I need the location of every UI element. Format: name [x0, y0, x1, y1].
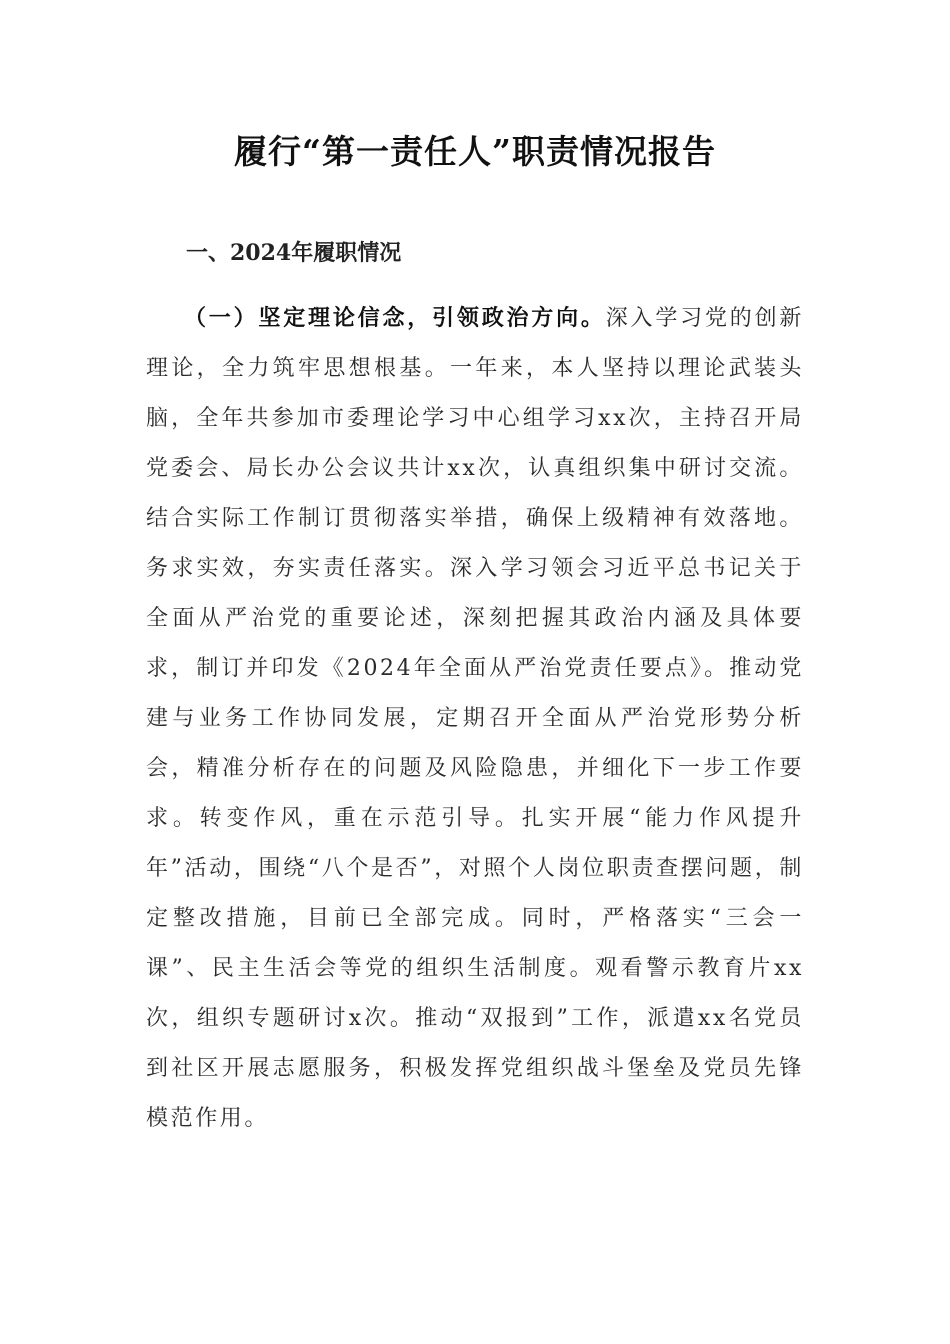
paragraph-body: 深入学习党的创新理论，全力筑牢思想根基。一年来，本人坚持以理论武装头脑，全年共参加市委理论学习中心组学习xx次，主持召开局党委会、局长办公会议共计xx次，认真组织集中研讨交流。结合实际工作制订贯彻落实举措，确保上级精神有效落地。务求实效，夯实责任落实。深入学习领会习近平总书记关于全面从严治党的重要论述，深刻把握其政治内涵及具体要求，制订并印发《2024年全面从严治党责任要点》。推动党建与业务工作协同发展，定期召开全面从严治党形势分析会，精准分析存在的问题及风险隐患，并细化下一步工作要求。转变作风，重在示范引导。扎实开展“能力作风提升年”活动，围绕“八个是否”，对照个人岗位职责查摆问题，制定整改措施，目前已全部完成。同时，严格落实“三会一课”、民主生活会等党的组织生活制度。观看警示教育片xx次，组织专题研讨x次。推动“双报到”工作，派遣xx名党员到社区开展志愿服务，积极发挥党组织战斗堡垒及党员先锋模范作用。: [146, 306, 804, 1131]
body-paragraph: [146, 293, 804, 1144]
paragraph-lead: （一）坚定理论信念，引领政治方向。: [184, 305, 606, 331]
document-title: 履行“第一责任人”职责情况报告: [234, 132, 716, 171]
section-heading: 一、2024年履职情况: [186, 240, 402, 266]
